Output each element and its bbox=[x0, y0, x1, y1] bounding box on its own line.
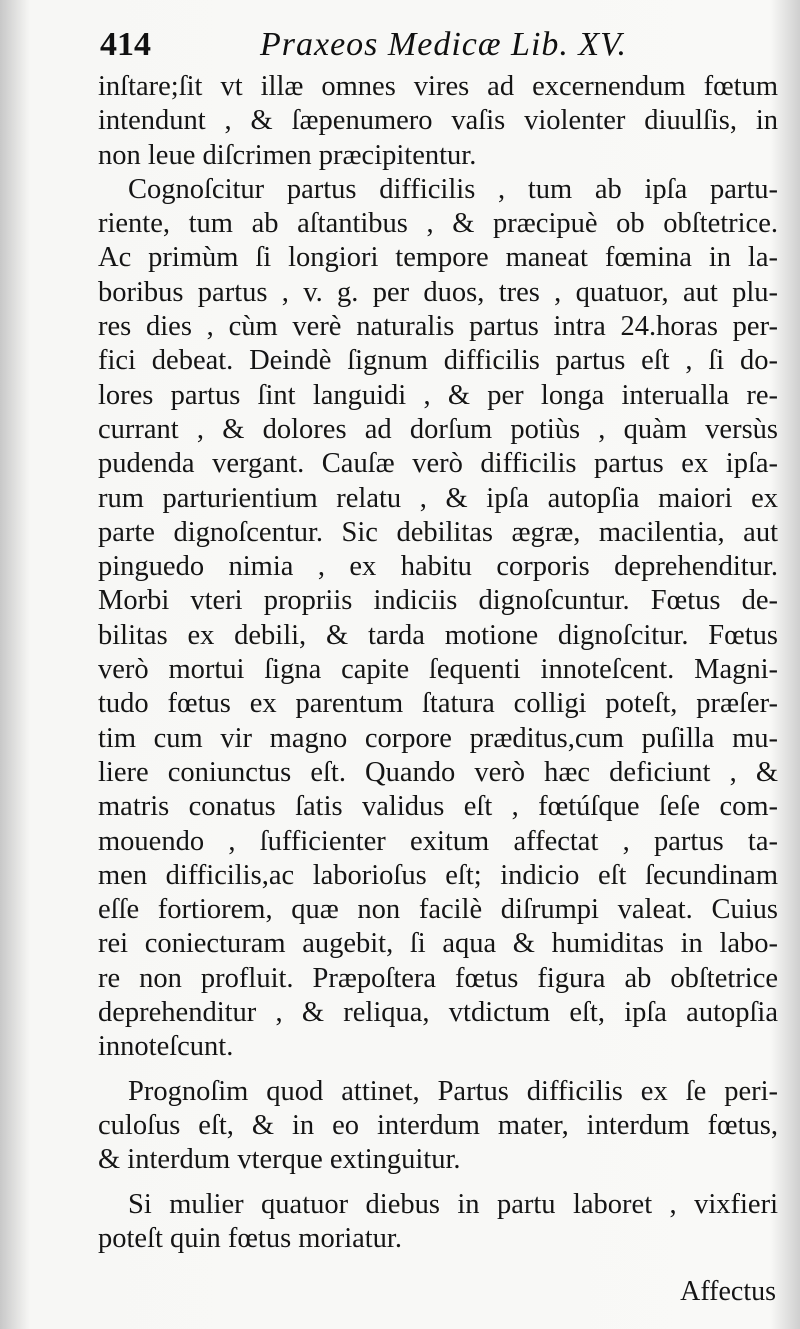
page-header bbox=[100, 20, 780, 70]
text-line: culoſus eſt, & in eo interdum mater, interdum fœtus, bbox=[98, 1109, 778, 1141]
text-line: lores partus ſint languidi , & per longa interualla re- bbox=[98, 379, 778, 411]
text-line: bilitas ex debili, & tarda motione dignoſcitur. Fœtus bbox=[98, 619, 778, 651]
text-line: rei coniecturam augebit, ſi aqua & humiditas in labo- bbox=[98, 928, 778, 960]
text-line: men difficilis,ac laborioſus eſt; indicio eſt ſecundinam bbox=[98, 859, 778, 891]
body-text bbox=[98, 70, 778, 1256]
page-number: 414 bbox=[100, 26, 151, 63]
text-line: tudo fœtus ex parentum ſtatura colligi poteſt, præſer- bbox=[98, 688, 778, 720]
text-line: & interdum vterque extinguitur. bbox=[98, 1144, 461, 1176]
text-line: riente, tum ab aſtantibus , & præcipuè ob obſtetrice. bbox=[98, 208, 778, 240]
text-line: pinguedo nimia , ex habitu corporis deprehenditur. bbox=[98, 551, 778, 583]
paragraph-gap bbox=[98, 1178, 778, 1188]
text-line: tim cum vir magno corpore præditus,cum puſilla mu- bbox=[98, 722, 778, 754]
text-line: eſſe fortiorem, quæ non facilè diſrumpi valeat. Cuius bbox=[98, 894, 778, 926]
text-line: fici debeat. Deindè ſignum difficilis partus eſt , ſi do- bbox=[98, 345, 778, 377]
text-line: re non profluit. Præpoſtera fœtus figura ab obſtetrice bbox=[98, 962, 778, 994]
text-line: poteſt quin fœtus moriatur. bbox=[98, 1222, 402, 1254]
text-line: Cognoſcitur partus difficilis , tum ab ipſa partu- bbox=[128, 173, 778, 205]
running-title: Praxeos Medicæ Lib. XV. bbox=[260, 26, 628, 63]
text-line: parte dignoſcentur. Sic debilitas ægræ, macilentia, aut bbox=[98, 516, 778, 548]
text-line: liere coniunctus eſt. Quando verò hæc deficiunt , & bbox=[98, 756, 778, 788]
text-line: deprehenditur , & reliqua, vtdictum eſt, ipſa autopſia bbox=[98, 997, 778, 1029]
text-line: rum parturientium relatu , & ipſa autopſia maiori ex bbox=[98, 482, 778, 514]
text-line: pudenda vergant. Cauſæ verò difficilis partus ex ipſa- bbox=[98, 448, 778, 480]
text-line: innoteſcunt. bbox=[98, 1031, 234, 1063]
text-line: res dies , cùm verè naturalis partus intra 24.horas per- bbox=[98, 311, 778, 343]
text-line: mouendo , ſufficienter exitum affectat , partus ta- bbox=[98, 825, 778, 857]
text-line: non leue diſcrimen præcipitentur. bbox=[98, 139, 477, 171]
text-line: Prognoſim quod attinet, Partus difficilis ex ſe peri- bbox=[128, 1075, 778, 1107]
paragraph-gap bbox=[98, 1065, 778, 1075]
text-line: verò mortui ſigna capite ſequenti innoteſcent. Magni- bbox=[98, 654, 778, 686]
text-line: intendunt , & ſæpenumero vaſis violenter diuulſis, in bbox=[98, 105, 778, 137]
catchword: Affectus bbox=[680, 1276, 776, 1307]
text-line: currant , & dolores ad dorſum potiùs , quàm versùs bbox=[98, 413, 778, 445]
text-line: Morbi vteri propriis indiciis dignoſcuntur. Fœtus de- bbox=[98, 585, 778, 617]
text-line: inſtare;ſit vt illæ omnes vires ad excernendum fœtum bbox=[98, 71, 778, 102]
text-line: matris conatus ſatis validus eſt , fœtúſque ſeſe com- bbox=[98, 791, 778, 823]
text-line: Si mulier quatuor diebus in partu laboret , vixfieri bbox=[128, 1188, 778, 1220]
text-line: boribus partus , v. g. per duos, tres , quatuor, aut plu- bbox=[98, 276, 778, 308]
text-line: Ac primùm ſi longiori tempore maneat fœmina in la- bbox=[98, 242, 778, 274]
